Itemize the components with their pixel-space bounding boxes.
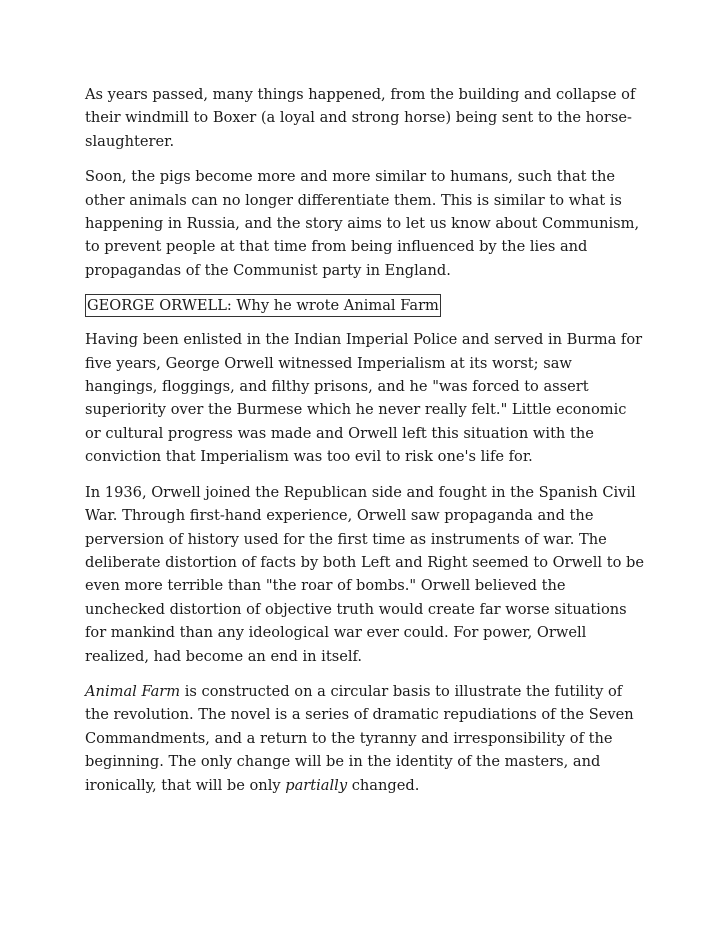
paragraph-text-b: changed. (347, 776, 420, 794)
emphasis-partially: partially (285, 776, 348, 794)
paragraph-burma: Having been enlisted in the Indian Imperial Police and served in Burma for five years, George Orwell witnessed Imperialism at its worst; saw hangings, floggings, and filthy prisons, and he "was forced to assert superiority over the Burmese which he never really felt." Little economic or cultural progress was made and Orwell left this situation with the conviction that Imperialism was too evil to risk one's life for. (85, 331, 643, 466)
paragraph-spanish-civil-war: In 1936, Orwell joined the Republican side and fought in the Spanish Civil War. Through first-hand experience, Orwell saw propaganda and the perversion of history used for the first time as instruments of war. The deliberate distortion of facts by both Left and Right seemed to Orwell to be even more terrible than "the roar of bombs." Orwell believed the unchecked distortion of objective truth would create far worse situations for mankind than any ideological war ever could. For power, Orwell realized, had become an end in itself. (85, 483, 644, 665)
paragraph-windmill: As years passed, many things happened, from the building and collapse of their windmill to Boxer (a loyal and strong horse) being sent to the horse-slaughterer. (85, 86, 636, 150)
document-page (85, 83, 645, 809)
paragraph-pigs-humans: Soon, the pigs become more and more similar to humans, such that the other animals can no longer differentiate them. This is similar to what is happening in Russia, and the story aims to let us know about Communism, to prevent people at that time from being influenced by the lies and propagandas of the Communist party in England. (85, 168, 640, 279)
paragraph-circular-basis (85, 680, 645, 797)
section-heading: GEORGE ORWELL: Why he wrote Animal Farm (85, 294, 441, 317)
section-heading-wrapper (85, 294, 645, 328)
paragraph-text-a: is constructed on a circular basis to illustrate the futility of the revolution. The novel is a series of dramatic repudiations of the Seven Commandments, and a return to the tyranny and irresponsibility of the beginning. The only change will be in the identity of the masters, and ironically, that will be only (85, 682, 634, 794)
book-title: Animal Farm (85, 682, 181, 700)
